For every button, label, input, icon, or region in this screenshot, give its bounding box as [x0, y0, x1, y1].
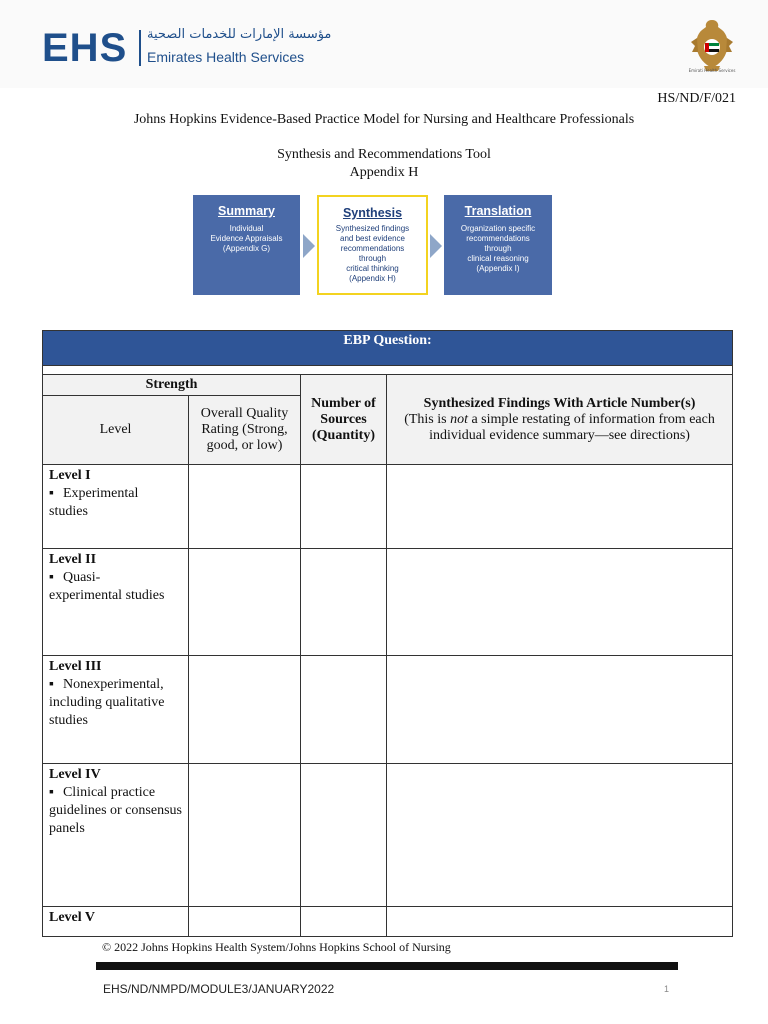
ehs-logo: EHS [42, 26, 128, 70]
document-code: HS/ND/F/021 [657, 91, 736, 106]
sources-input-cell[interactable] [301, 465, 387, 549]
findings-input-cell[interactable] [387, 907, 733, 937]
flow-translation-heading: Translation [464, 204, 532, 218]
flow-translation-text: Organization specific recommendations through clinical reasoning (Appendix I) [460, 224, 536, 273]
flow-synthesis-box [317, 195, 428, 295]
document-title: Johns Hopkins Evidence-Based Practice Model for Nursing and Healthcare Professionals [133, 112, 635, 127]
table-row [43, 549, 733, 656]
table-row [43, 656, 733, 764]
level-cell: Level V [43, 907, 189, 937]
logo-arabic-name: مؤسسة الإمارات للخدمات الصحية [147, 27, 332, 42]
sources-header: Number of Sources (Quantity) [301, 375, 387, 465]
strength-header: Strength [43, 375, 301, 396]
findings-input-cell[interactable] [387, 764, 733, 907]
findings-input-cell[interactable] [387, 549, 733, 656]
page-number: 1 [664, 984, 670, 994]
logo-divider [139, 30, 141, 66]
tool-title: Synthesis and Recommendations Tool [277, 147, 491, 162]
flow-synthesis-text: Synthesized findings and best evidence recommendations through critical thinking (Appendix H) [335, 224, 410, 283]
table-row [43, 907, 733, 937]
findings-input-cell[interactable] [387, 656, 733, 764]
sources-input-cell[interactable] [301, 907, 387, 937]
sources-input-cell[interactable] [301, 764, 387, 907]
level-cell: Level IV ▪ Clinical practice guidelines or consensus panels [43, 764, 189, 907]
findings-header: Synthesized Findings With Article Number(s) (This is not a simple restating of information from each individual evidence summary—see directions) [387, 375, 733, 465]
quality-input-cell[interactable] [189, 907, 301, 937]
flow-translation-box [444, 195, 552, 295]
ebp-question-field[interactable]: EBP Question: [43, 331, 733, 366]
level-cell: Level II ▪ Quasi- experimental studies [43, 549, 189, 656]
footer-document-code: EHS/ND/NMPD/MODULE3/JANUARY2022 [103, 982, 335, 996]
flow-summary-text: Individual Evidence Appraisals (Appendix G) [210, 224, 283, 253]
flow-synthesis-heading: Synthesis [342, 206, 403, 220]
quality-header: Overall Quality Rating (Strong, good, or low) [189, 396, 301, 465]
footer-divider [96, 962, 678, 970]
synthesis-table [42, 330, 733, 937]
logo-english-name: Emirates Health Services [147, 49, 305, 65]
appendix-label: Appendix H [349, 165, 419, 180]
table-row [43, 764, 733, 907]
copyright-notice: © 2022 Johns Hopkins Health System/Johns Hopkins School of Nursing [102, 940, 451, 954]
findings-input-cell[interactable] [387, 465, 733, 549]
flow-summary-box [193, 195, 300, 295]
quality-input-cell[interactable] [189, 465, 301, 549]
flow-summary-heading: Summary [218, 204, 275, 218]
table-spacer [43, 366, 733, 375]
level-header: Level [43, 396, 189, 465]
quality-input-cell[interactable] [189, 656, 301, 764]
sources-input-cell[interactable] [301, 549, 387, 656]
flow-arrow-icon [430, 234, 442, 258]
quality-input-cell[interactable] [189, 549, 301, 656]
quality-input-cell[interactable] [189, 764, 301, 907]
level-cell: Level III ▪ Nonexperimental, including qualitative studies [43, 656, 189, 764]
level-cell: Level I ▪ Experimental studies [43, 465, 189, 549]
emblem-caption: Emirati Health Services [688, 68, 736, 73]
table-row [43, 465, 733, 549]
sources-input-cell[interactable] [301, 656, 387, 764]
flow-arrow-icon [303, 234, 315, 258]
uae-emblem-icon [690, 16, 734, 76]
